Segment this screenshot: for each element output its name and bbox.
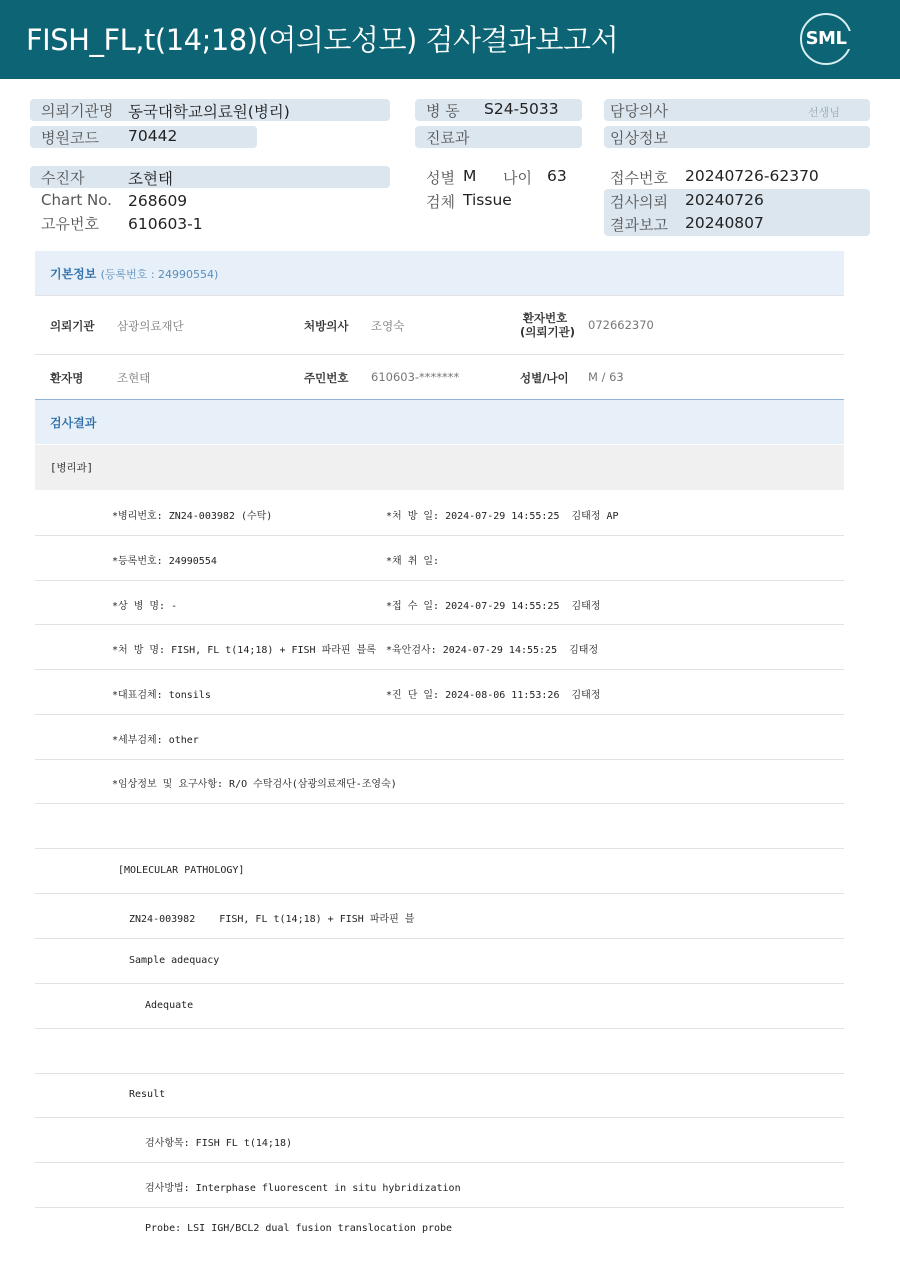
department-label: 진료과 (426, 129, 470, 147)
basic-key: 환자명 (50, 371, 84, 385)
results-title: 검사결과 (50, 416, 97, 430)
department-tag: [병리과] (50, 462, 94, 474)
patient-value: 조현태 (128, 170, 173, 188)
ward-value: S24-5033 (484, 100, 559, 118)
sml-logo (800, 13, 852, 65)
doctor-suffix: 선생님 (808, 106, 840, 119)
basic-info-header (35, 251, 844, 295)
basic-key: 처방의사 (304, 319, 349, 333)
department-row (35, 445, 844, 490)
basic-key: 의뢰기관 (50, 319, 95, 333)
request-date-label: 검사의뢰 (610, 193, 668, 211)
basic-value: 조현태 (117, 371, 151, 385)
specimen-label: 검체 (426, 193, 455, 211)
report-title: FISH_FL,t(14;18)(여의도성모) 검사결과보고서 (26, 23, 619, 57)
chart-no-value: 268609 (128, 192, 188, 210)
institution-value: 동국대학교의료원(병리) (128, 103, 290, 121)
molecular-line: [MOLECULAR PATHOLOGY] (118, 865, 245, 876)
result-right: *진 단 일: 2024-08-06 11:53:26 김태정 (386, 690, 601, 701)
result-left: *처 방 명: FISH, FL t(14;18) + FISH 파라핀 블록 (112, 645, 376, 656)
result-left: *세부검체: other (112, 735, 199, 746)
unique-no-label: 고유번호 (41, 215, 99, 233)
age-value: 63 (547, 167, 567, 185)
ward-label: 병 동 (426, 102, 460, 120)
institution-label: 의뢰기관명 (41, 102, 114, 120)
molecular-line: Result (129, 1089, 166, 1100)
result-left: *병리번호: ZN24-003982 (수탁) (112, 511, 273, 522)
hospital-code-label: 병원코드 (41, 129, 99, 147)
chart-no-label: Chart No. (41, 191, 112, 209)
hospital-code-value: 70442 (128, 127, 178, 145)
molecular-line: Probe: LSI IGH/BCL2 dual fusion translocation probe (145, 1223, 453, 1234)
unique-no-value: 610603-1 (128, 215, 203, 233)
report-header (0, 0, 900, 79)
basic-value: 조영숙 (371, 319, 405, 333)
basic-key: 주민번호 (304, 371, 349, 385)
basic-info-title: 기본정보 (50, 267, 97, 281)
result-right: *육안검사: 2024-07-29 14:55:25 김태정 (386, 645, 599, 656)
result-left: *상 병 명: - (112, 601, 178, 612)
request-date-value: 20240726 (685, 191, 764, 209)
result-left: *임상정보 및 요구사항: R/O 수탁검사(삼광의료재단-조영숙) (112, 779, 397, 790)
basic-key: 성별/나이 (520, 371, 569, 385)
patient-label: 수진자 (41, 169, 85, 187)
report-date-value: 20240807 (685, 214, 764, 232)
age-label: 나이 (503, 169, 532, 187)
doctor-label: 담당의사 (610, 102, 668, 120)
report-date-label: 결과보고 (610, 216, 668, 234)
result-right: *처 방 일: 2024-07-29 14:55:25 김태정 AP (386, 511, 619, 522)
results-header (35, 400, 844, 444)
specimen-value: Tissue (463, 191, 512, 209)
logo-text: SML (805, 28, 847, 49)
receipt-no-label: 접수번호 (610, 169, 668, 187)
receipt-no-value: 20240726-62370 (685, 167, 819, 185)
molecular-line: Adequate (145, 1000, 194, 1011)
basic-value: 삼광의료재단 (117, 319, 184, 333)
basic-value: M / 63 (588, 370, 624, 384)
basic-value: 610603-******* (371, 370, 460, 384)
molecular-line: Sample adequacy (129, 955, 220, 966)
basic-value: 072662370 (588, 318, 654, 332)
molecular-line: 검사방법: Interphase fluorescent in situ hybridization (145, 1183, 461, 1194)
molecular-line: 검사항목: FISH FL t(14;18) (145, 1138, 293, 1149)
clinical-info-label: 임상정보 (610, 129, 668, 147)
basic-key: 환자번호 (의뢰기관) (520, 311, 575, 339)
result-right: *접 수 일: 2024-07-29 14:55:25 김태정 (386, 601, 601, 612)
result-left: *대표검체: tonsils (112, 690, 211, 701)
result-right: *채 취 일: (386, 556, 440, 567)
result-left: *등록번호: 24990554 (112, 556, 217, 567)
molecular-line: ZN24-003982 FISH, FL t(14;18) + FISH 파라핀 블 (129, 914, 415, 925)
basic-info-reg-no: (등록번호 : 24990554) (100, 268, 219, 281)
sex-value: M (463, 167, 477, 185)
sex-label: 성별 (426, 169, 455, 187)
